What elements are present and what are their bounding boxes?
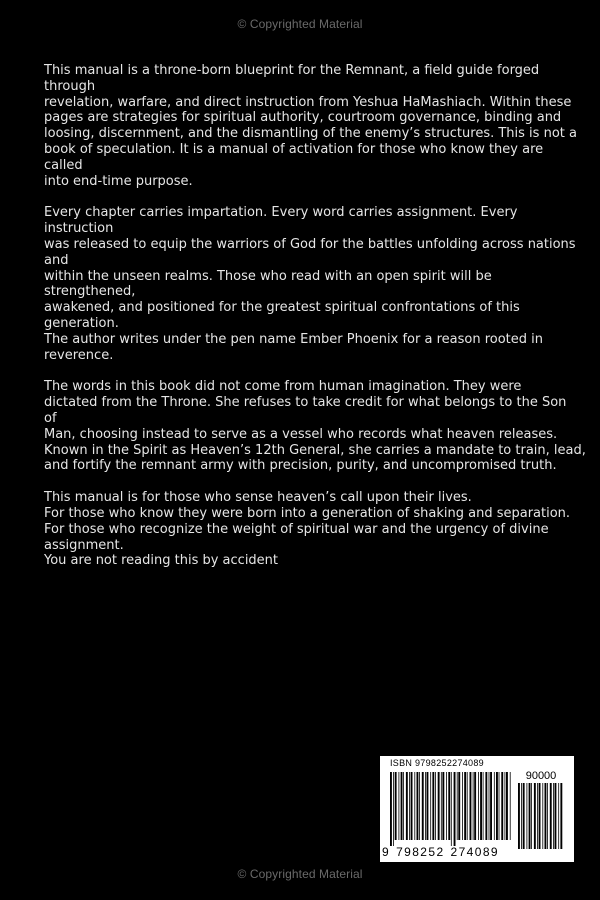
barcode-digits — [382, 845, 512, 859]
barcode-bar — [537, 783, 538, 849]
text-line: pages are strategies for spiritual authority, courtroom governance, binding and — [44, 110, 562, 126]
barcode-digits-left: 798252 — [396, 845, 445, 859]
barcode-bar — [529, 783, 531, 849]
barcode-bar — [419, 772, 420, 840]
text-line: through — [44, 78, 96, 94]
barcode-digit-first: 9 — [382, 845, 391, 859]
barcode-bar — [422, 772, 424, 840]
text-line: of — [44, 410, 57, 426]
text-line: instruction — [44, 221, 114, 237]
barcode-bar — [485, 772, 487, 840]
text-line: was released to equip the warriors of God for the battles unfolding across nations — [44, 236, 576, 252]
barcode-bar — [545, 783, 547, 849]
text-line: The author writes under the pen name Ember Phoenix for a reason rooted in — [44, 331, 544, 347]
text-line: awakened, and positioned for the greatest spiritual confrontations of this — [44, 300, 520, 316]
addon-bars — [518, 783, 564, 855]
barcode-bar — [454, 772, 456, 846]
price-addon-number: 90000 — [525, 770, 557, 782]
barcode-bar — [553, 783, 554, 849]
barcode-bar — [390, 772, 392, 846]
barcode-bar — [542, 783, 543, 849]
text-line: reverence. — [44, 347, 114, 363]
paragraph-3 — [44, 379, 586, 474]
text-line: You are not reading this by accident — [44, 553, 279, 569]
barcode-bar — [494, 772, 495, 840]
text-line: This manual is a throne-born blueprint for the Remnant, a field guide forged — [44, 63, 540, 78]
paragraph-4 — [44, 490, 571, 569]
text-line: and fortify the remnant army with precision, purity, and uncompromised truth. — [44, 458, 557, 474]
barcode-bar — [451, 772, 452, 846]
isbn-barcode — [380, 756, 574, 862]
barcode-bar — [435, 772, 436, 840]
text-line: and — [44, 252, 69, 268]
text-line: Known in the Spirit as Heaven’s 12th General, she carries a mandate to train, lead, — [44, 442, 586, 458]
back-cover-description — [44, 63, 586, 585]
barcode-bar — [401, 772, 403, 840]
barcode-bar — [427, 772, 429, 840]
barcode-bar — [539, 783, 541, 849]
barcode-bar — [464, 772, 466, 840]
text-line: called — [44, 157, 83, 173]
barcode-bar — [457, 772, 458, 840]
barcode-bar — [483, 772, 484, 840]
barcode-digits-right: 274089 — [450, 845, 499, 859]
barcode-bar — [550, 783, 552, 849]
barcode-bar — [395, 772, 397, 840]
paragraph-1 — [44, 63, 577, 189]
barcode-bar — [438, 772, 440, 840]
barcode-bar — [446, 772, 447, 840]
barcode-bar — [406, 772, 408, 840]
barcode-bar — [505, 772, 506, 840]
text-line: generation. — [44, 315, 119, 331]
text-line: within the unseen realms. Those who read with an open spirit will be — [44, 268, 492, 284]
barcode-bar — [403, 772, 404, 840]
barcode-bar — [501, 772, 503, 840]
text-line: For those who recognize the weight of spiritual war and the urgency of divine — [44, 521, 549, 537]
barcode-bar — [555, 783, 557, 849]
barcode-bar — [480, 772, 482, 840]
barcode-bar — [518, 783, 520, 849]
barcode-bar — [478, 772, 479, 840]
barcode-bar — [474, 772, 476, 840]
copyright-watermark-bottom: © Copyrighted Material — [237, 867, 363, 881]
text-line: dictated from the Throne. She refuses to take credit for what belongs to the Son — [44, 395, 567, 411]
barcode-bar — [534, 783, 536, 849]
barcode-bar — [521, 783, 522, 849]
barcode-bar — [399, 772, 400, 840]
barcode-bar — [470, 772, 472, 840]
text-line: book of speculation. It is a manual of activation for those who know they are — [44, 141, 544, 157]
text-line: Man, choosing instead to serve as a vessel who records what heaven releases. — [44, 426, 558, 442]
barcode-bar — [417, 772, 419, 840]
barcode-bar — [523, 783, 525, 849]
paragraph-2 — [44, 205, 576, 363]
barcode-bar — [506, 772, 508, 840]
barcode-bar — [558, 783, 559, 849]
isbn-label: ISBN 9798252274089 — [390, 758, 484, 768]
text-line: Every chapter carries impartation. Every word carries assignment. Every — [44, 205, 518, 221]
text-line: The words in this book did not come from human imagination. They were — [44, 379, 522, 395]
barcode-bar — [409, 772, 410, 840]
barcode-bar — [527, 783, 528, 849]
copyright-watermark-top: © Copyrighted Material — [237, 17, 363, 31]
barcode-bar — [560, 783, 562, 849]
text-line: This manual is for those who sense heaven’s call upon their lives. — [44, 490, 472, 506]
text-line: strengthened, — [44, 284, 136, 300]
barcode-bar — [467, 772, 468, 840]
barcode-bar — [432, 772, 434, 840]
barcode-bar — [547, 783, 548, 849]
barcode-bar — [430, 772, 431, 840]
barcode-bar — [411, 772, 413, 840]
barcode-bar — [441, 772, 442, 840]
barcode-bar — [499, 772, 500, 840]
ean13-bars — [390, 772, 512, 846]
barcode-bar — [425, 772, 426, 840]
barcode-bar — [458, 772, 460, 840]
barcode-bar — [442, 772, 444, 840]
barcode-bar — [462, 772, 463, 840]
text-line: revelation, warfare, and direct instruction from Yeshua HaMashiach. Within these — [44, 94, 572, 110]
text-line: assignment. — [44, 537, 124, 553]
barcode-bar — [448, 772, 450, 840]
text-line: loosing, discernment, and the dismantling of the enemy’s structures. This is not a — [44, 126, 577, 142]
barcode-bar — [489, 772, 490, 840]
barcode-bar — [490, 772, 492, 840]
barcode-bar — [531, 783, 532, 849]
text-line: For those who know they were born into a generation of shaking and separation. — [44, 505, 571, 521]
barcode-bar — [473, 772, 474, 840]
barcode-bar — [414, 772, 415, 840]
text-line: into end-time purpose. — [44, 173, 193, 189]
barcode-bar — [496, 772, 498, 840]
barcode-bar — [510, 772, 511, 840]
barcode-bar — [393, 772, 394, 846]
